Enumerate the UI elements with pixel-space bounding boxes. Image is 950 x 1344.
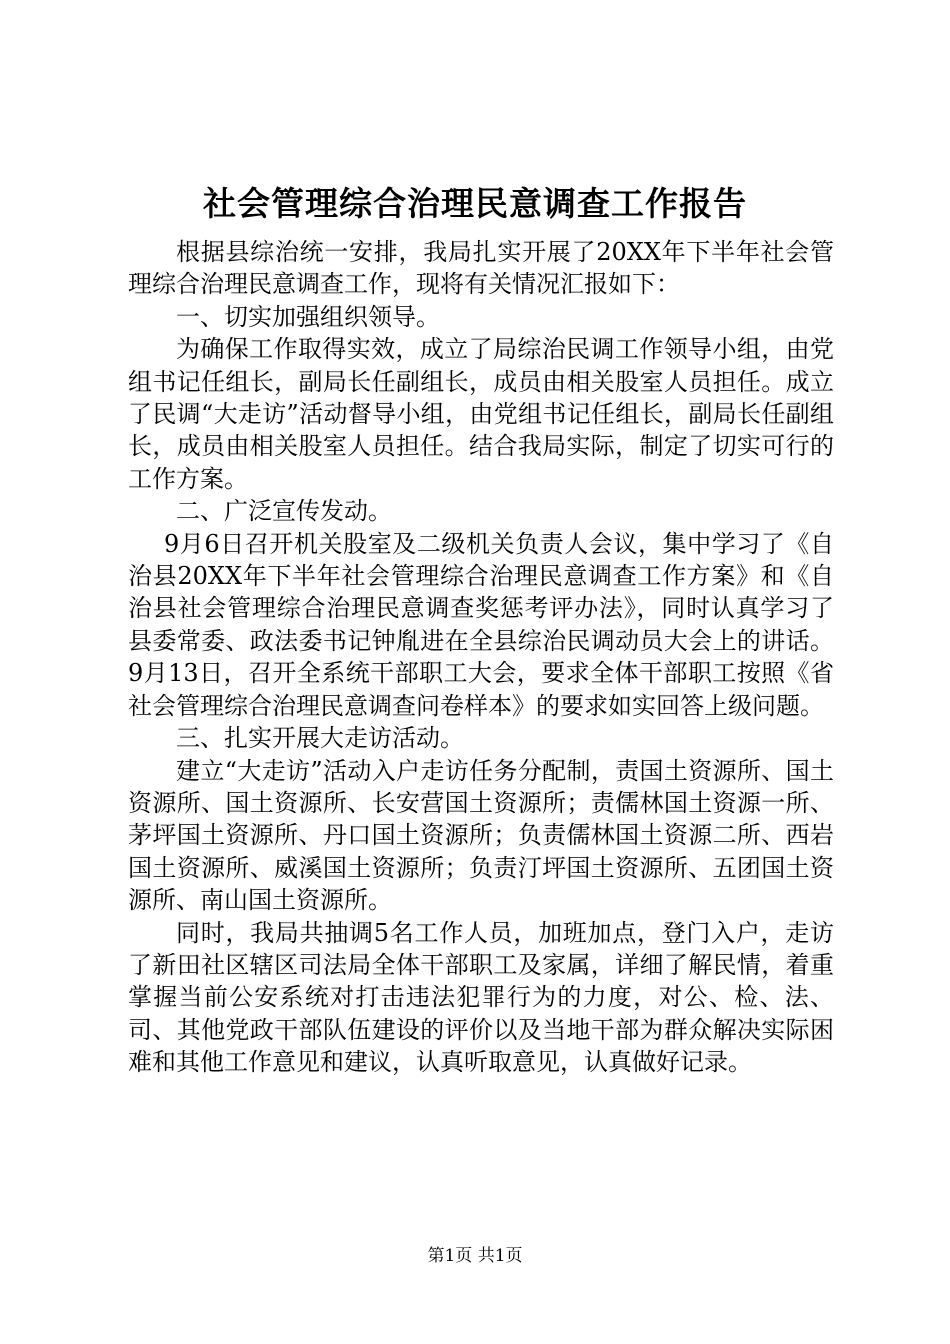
section-3-paragraph: 建立“大走访”活动入户走访任务分配制，责国土资源所、国土资源所、国土资源所、长安营国土资源所；责儒林国土资源一所、茅坪国土资源所、丹口国土资源所；负责儒林国土资源二所、西岩国土资源所、威溪国土资源所；负责汀坪国土资源所、五团国土资源所、南山国土资源所。 bbox=[128, 756, 834, 915]
intro-paragraph: 根据县综治统一安排，我局扎实开展了20XX年下半年社会管理综合治理民意调查工作，现将有关情况汇报如下： bbox=[128, 238, 834, 299]
page-footer: 第1页 共1页 bbox=[427, 1246, 523, 1266]
section-2-paragraph: 9月6日召开机关股室及二级机关负责人会议，集中学习了《自治县20XX年下半年社会管理综合治理民意调查工作方案》和《自治县社会管理综合治理民意调查奖惩考评办法》，同时认真学习了县委常委、政法委书记钟胤进在全县综治民调动员大会上的讲话。9月13日，召开全系统干部职工大会，要求全体干部职工按照《省社会管理综合治理民意调查问卷样本》的要求如实回答上级问题。 bbox=[128, 529, 834, 720]
section-heading-1: 一、切实加强组织领导。 bbox=[176, 302, 440, 331]
section-3-paragraph-2: 同时，我局共抽调5名工作人员，加班加点，登门入户，走访了新田社区辖区司法局全体干部职工及家属，详细了解民情，着重掌握当前公安系统对打击违法犯罪行为的力度，对公、检、法、司、其他党政干部队伍建设的评价以及当地干部为群众解决实际困难和其他工作意见和建议，认真听取意见，认真做好记录。 bbox=[128, 918, 834, 1077]
section-1-paragraph: 为确保工作取得实效，成立了局综治民调工作领导小组，由党组书记任组长，副局长任副组长，成员由相关股室人员担任。成立了民调“大走访”活动督导小组，由党组书记任组长，副局长任副组长，成员由相关股室人员担任。结合我局实际，制定了切实可行的工作方案。 bbox=[128, 335, 834, 493]
document-title: 社会管理综合治理民意调查工作报告 bbox=[203, 184, 747, 223]
section-heading-3: 三、扎实开展大走访活动。 bbox=[176, 724, 464, 753]
section-heading-2: 二、广泛宣传发动。 bbox=[176, 497, 392, 526]
document-body bbox=[128, 236, 834, 1079]
